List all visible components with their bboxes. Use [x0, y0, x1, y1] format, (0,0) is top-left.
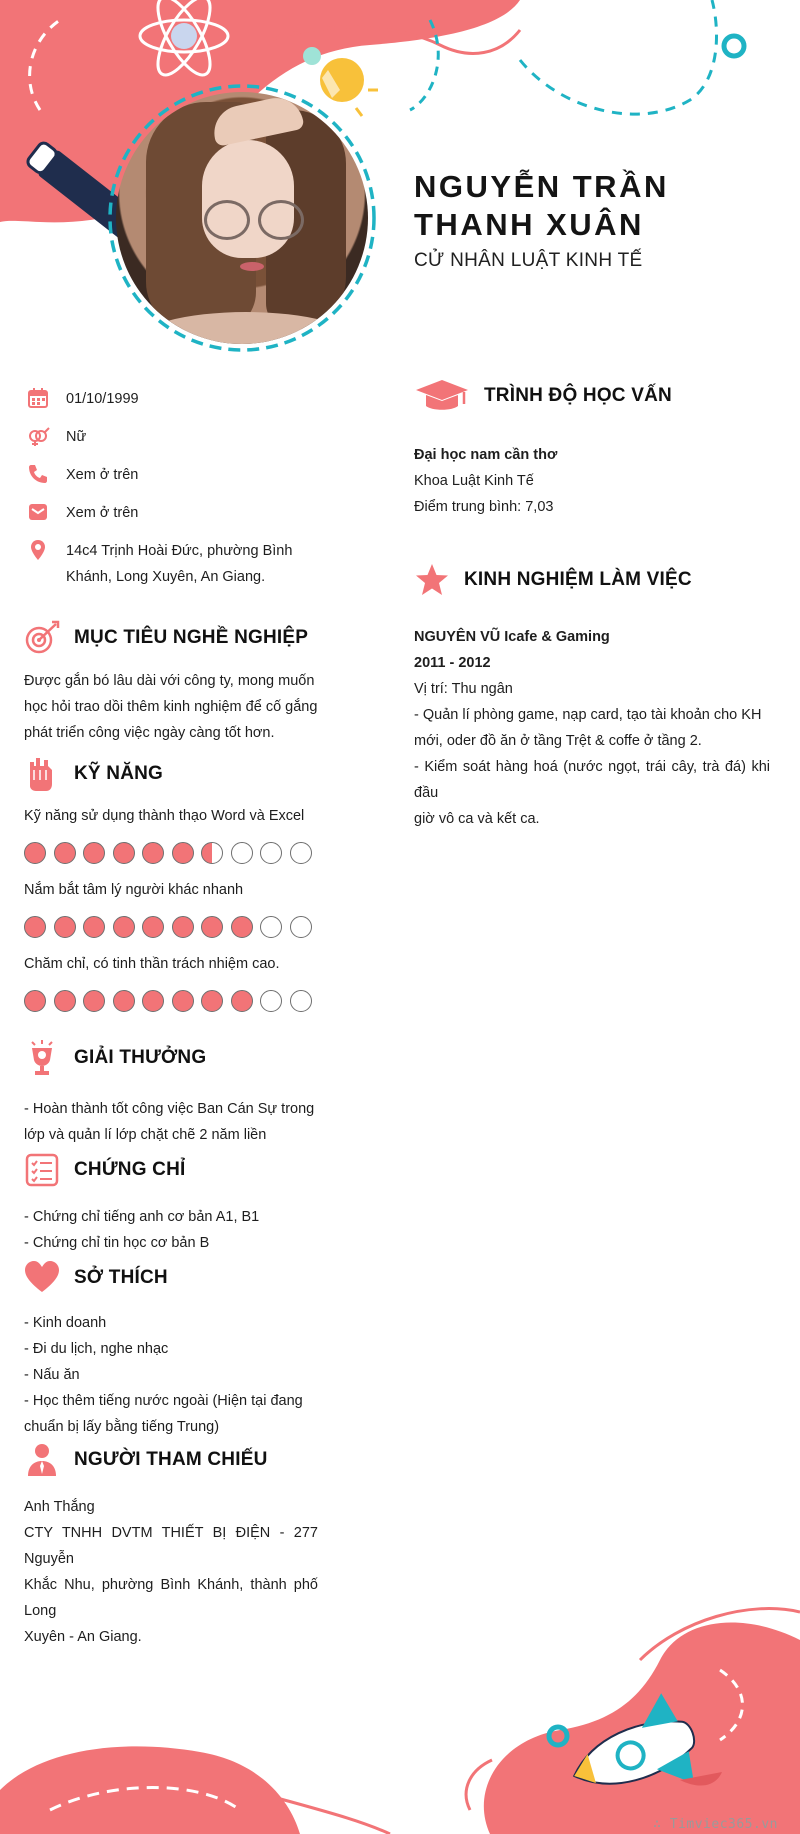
skill-dot — [83, 990, 105, 1012]
star-icon — [414, 562, 450, 598]
certificates-header — [24, 1152, 186, 1188]
candidate-name-line2: THANH XUÂN — [414, 207, 644, 242]
hobbies-text — [24, 1310, 318, 1440]
experience-line: - Kiểm soát hàng hoá (nước ngọt, trái cây, trà đá) khi đầu — [414, 759, 770, 801]
skill-label: Chăm chỉ, có tinh thần trách nhiệm cao. — [24, 956, 280, 972]
skills-title: KỸ NĂNG — [74, 763, 164, 784]
objective-line: Được gắn bó lâu dài với công ty, mong muốn — [24, 673, 315, 689]
avatar-photo — [116, 92, 368, 344]
awards-text — [24, 1096, 318, 1148]
skill-label: Nắm bắt tâm lý người khác nhanh — [24, 882, 244, 898]
skill-dot — [142, 842, 164, 864]
graduation-cap-icon — [414, 378, 470, 414]
objective-line: phát triển công việc ngày càng tốt hơn. — [24, 725, 275, 741]
certificates-title: CHỨNG CHỈ — [74, 1159, 186, 1180]
skill-dot — [290, 842, 312, 864]
reference-line: Anh Thắng — [24, 1499, 95, 1515]
reference-line: Xuyên - An Giang. — [24, 1629, 142, 1645]
skill-dot — [172, 842, 194, 864]
skill-dot — [54, 990, 76, 1012]
skill-dot — [290, 990, 312, 1012]
references-title: NGƯỜI THAM CHIẾU — [74, 1449, 268, 1470]
target-icon — [24, 620, 60, 656]
experience-line: giờ vô ca và kết ca. — [414, 811, 540, 827]
skill-dot — [231, 842, 253, 864]
skill-dot — [201, 990, 223, 1012]
candidate-name-line1: NGUYỄN TRẦN — [414, 169, 669, 204]
mail-icon — [26, 500, 50, 524]
gender-icon — [26, 424, 50, 448]
address-value — [66, 538, 316, 590]
education-title: TRÌNH ĐỘ HỌC VẤN — [484, 385, 672, 406]
skill-dot — [113, 916, 135, 938]
education-details — [414, 442, 770, 520]
objective-text — [24, 668, 318, 746]
certificates-text — [24, 1204, 318, 1256]
references-header — [24, 1442, 268, 1478]
experience-period: 2011 - 2012 — [414, 655, 491, 671]
skill-dot — [142, 990, 164, 1012]
checklist-icon — [24, 1152, 60, 1188]
hobbies-title: SỞ THÍCH — [74, 1267, 168, 1288]
experience-header — [414, 562, 692, 598]
hobby-line: - Học thêm tiếng nước ngoài (Hiện tại đang — [24, 1393, 303, 1409]
skill-dot — [54, 916, 76, 938]
skill-dot — [231, 990, 253, 1012]
experience-details — [414, 624, 770, 832]
experience-company: NGUYÊN VŨ Icafe & Gaming — [414, 629, 610, 645]
objective-title: MỤC TIÊU NGHỀ NGHIỆP — [74, 627, 309, 648]
experience-line: mới, oder đồ ăn ở tầng Trệt & coffe ở tầng 2. — [414, 733, 702, 749]
skill-dot — [201, 916, 223, 938]
skill-dot — [113, 990, 135, 1012]
gender-value: Nữ — [66, 429, 87, 445]
hobby-line: - Kinh doanh — [24, 1315, 107, 1331]
calendar-icon — [26, 386, 50, 410]
phone-row — [26, 462, 316, 492]
skill-dot — [260, 842, 282, 864]
awards-title: GIẢI THƯỞNG — [74, 1047, 207, 1068]
education-header — [414, 378, 672, 414]
certificate-line: - Chứng chỉ tin học cơ bản B — [24, 1235, 210, 1251]
candidate-name — [414, 168, 669, 244]
experience-position: Vị trí: Thu ngân — [414, 681, 513, 697]
objective-header — [24, 620, 308, 656]
skill-dot — [260, 916, 282, 938]
heart-icon — [24, 1260, 60, 1296]
reference-line: Khắc Nhu, phường Bình Khánh, thành phố Long — [24, 1577, 318, 1619]
awards-header — [24, 1040, 206, 1076]
skill-dot — [172, 916, 194, 938]
lightbulb-icon — [303, 47, 378, 116]
objective-line: học hỏi trao dồi thêm kinh nghiệm để cố gắng — [24, 699, 318, 715]
skill-dot — [113, 842, 135, 864]
references-text — [24, 1494, 318, 1650]
email-value: Xem ở trên — [66, 505, 139, 521]
person-icon — [24, 1442, 60, 1478]
skill-label: Kỹ năng sử dụng thành thạo Word và Excel — [24, 808, 305, 824]
experience-line: - Quản lí phòng game, nạp card, tạo tài khoản cho KH — [414, 707, 762, 723]
skill-dot — [290, 916, 312, 938]
skill-dot — [24, 916, 46, 938]
hobbies-header — [24, 1260, 168, 1296]
address-row — [26, 538, 316, 585]
skill-dot — [172, 990, 194, 1012]
birthday-value: 01/10/1999 — [66, 391, 139, 407]
phone-icon — [26, 462, 50, 486]
skill-dot — [83, 916, 105, 938]
reference-line: CTY TNHH DVTM THIẾT BỊ ĐIỆN - 277 Nguyễn — [24, 1525, 318, 1567]
skill-dot — [54, 842, 76, 864]
hand-fist-icon — [24, 756, 60, 792]
skill-dot — [24, 842, 46, 864]
gender-row — [26, 424, 316, 454]
site-watermark: ∴ Timviec365.vn — [653, 1817, 778, 1832]
email-row — [26, 500, 316, 530]
education-faculty: Khoa Luật Kinh Tế — [414, 473, 534, 489]
phone-value: Xem ở trên — [66, 467, 139, 483]
skill-dot — [24, 990, 46, 1012]
skill-dot — [83, 842, 105, 864]
trophy-icon — [24, 1040, 60, 1076]
education-gpa: Điểm trung bình: 7,03 — [414, 499, 554, 515]
experience-title: KINH NGHIỆM LÀM VIỆC — [464, 569, 692, 590]
skill-dot — [201, 842, 223, 864]
skill-dot — [231, 916, 253, 938]
candidate-title: CỬ NHÂN LUẬT KINH TẾ — [414, 250, 643, 271]
awards-line: lớp và quản lí lớp chặt chẽ 2 năm liền — [24, 1127, 267, 1143]
address-line1: 14c4 Trịnh Hoài Đức, phường Bình — [66, 543, 293, 559]
hobby-line: - Nấu ăn — [24, 1367, 80, 1383]
skill-dot — [260, 990, 282, 1012]
awards-line: - Hoàn thành tốt công việc Ban Cán Sự trong — [24, 1101, 315, 1117]
certificate-line: - Chứng chỉ tiếng anh cơ bản A1, B1 — [24, 1209, 260, 1225]
skills-header — [24, 756, 163, 792]
skill-dot — [142, 916, 164, 938]
address-line2: Khánh, Long Xuyên, An Giang. — [66, 569, 266, 585]
education-school: Đại học nam cần thơ — [414, 447, 558, 463]
location-pin-icon — [26, 538, 50, 562]
hobby-line: chuẩn bị lấy bằng tiếng Trung) — [24, 1419, 220, 1435]
hobby-line: - Đi du lịch, nghe nhạc — [24, 1341, 169, 1357]
birthday-row — [26, 386, 316, 416]
